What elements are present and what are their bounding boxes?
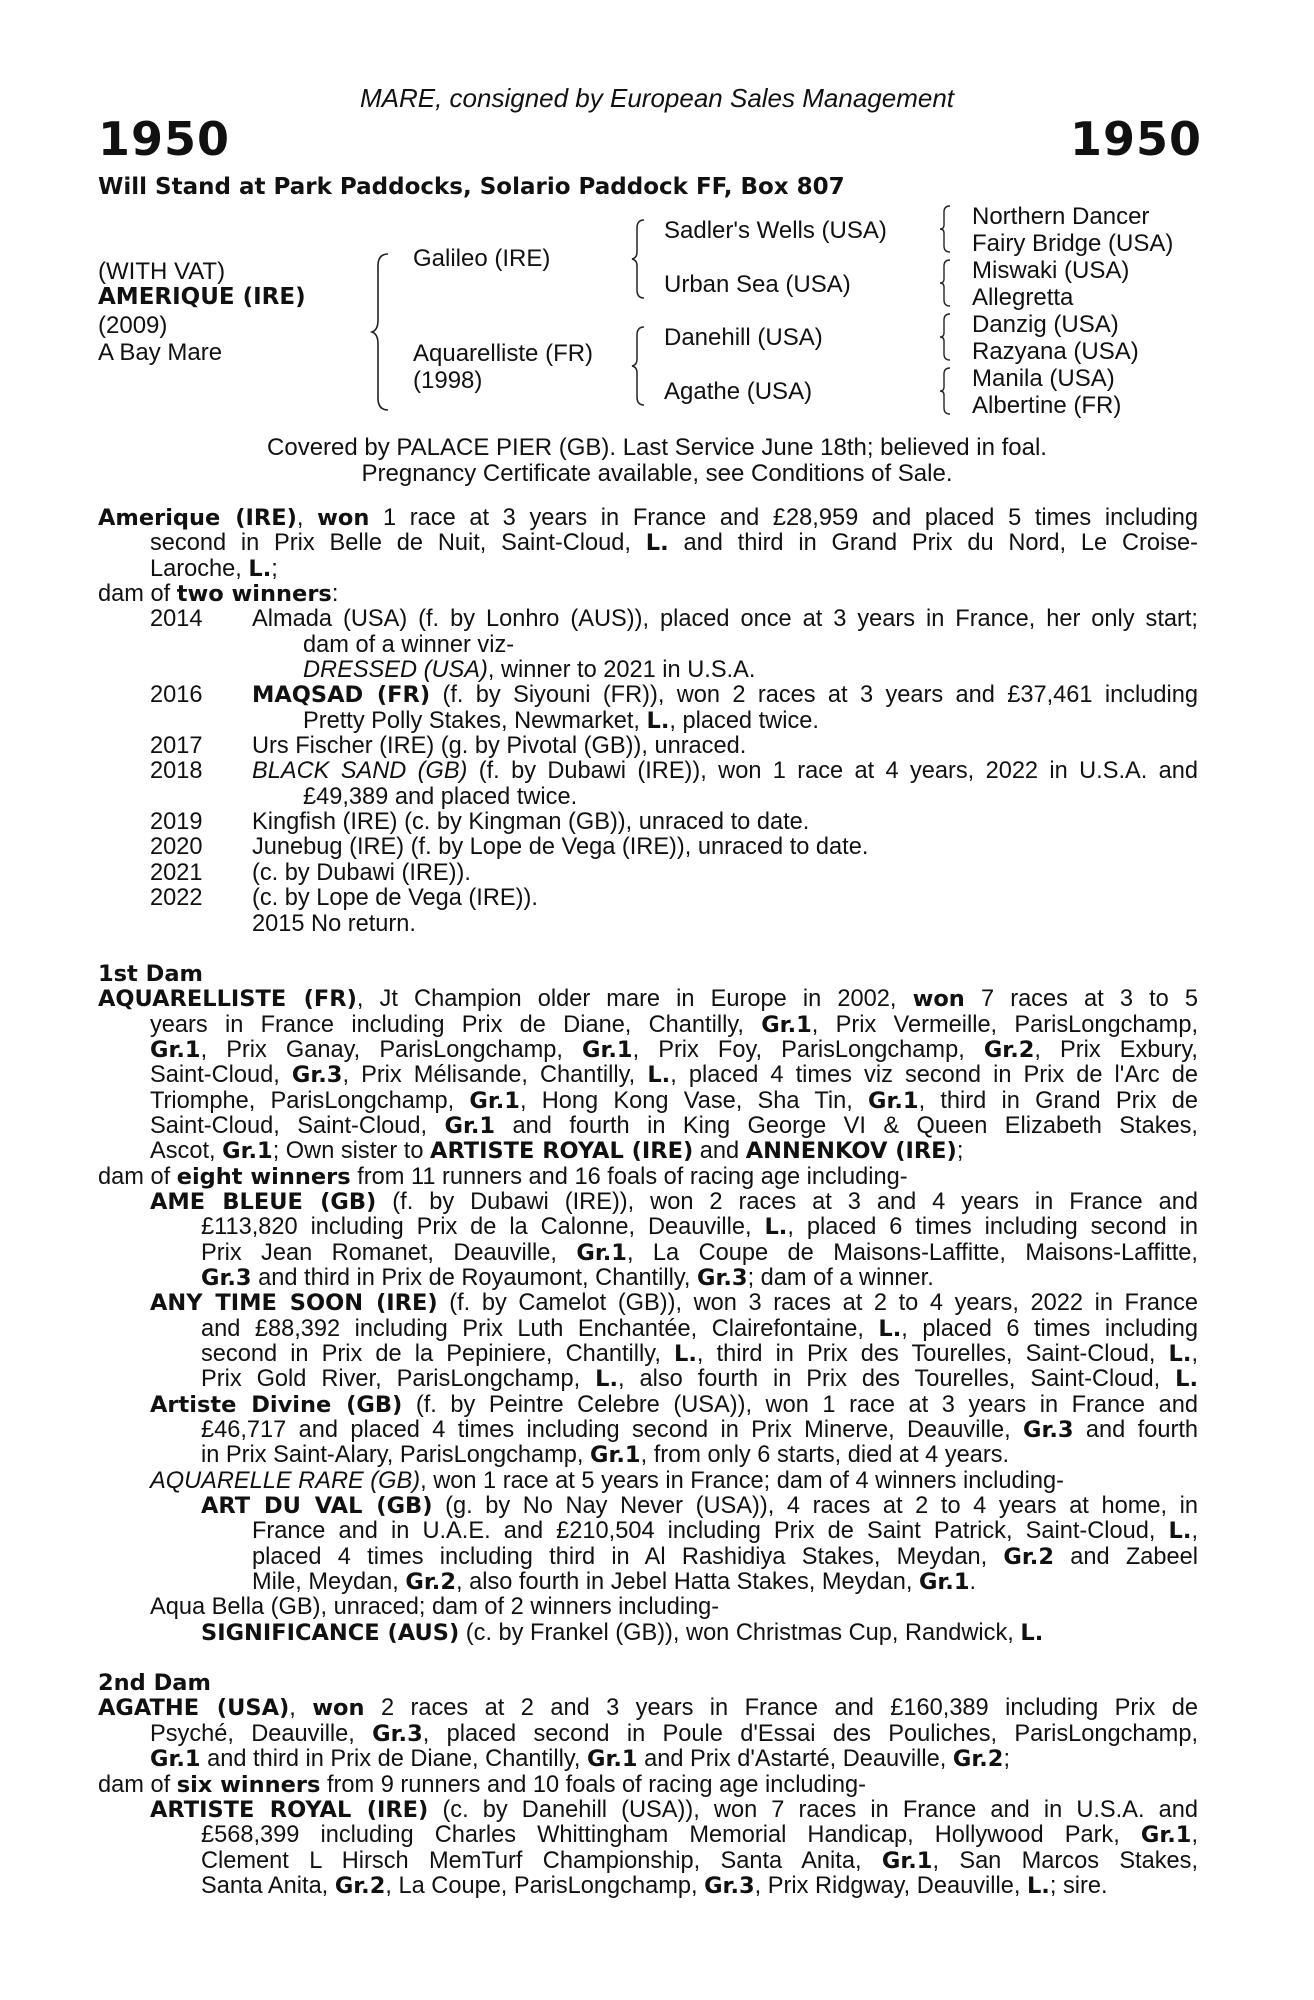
text-line: ANY TIME SOON (IRE) (f. by Camelot (GB)), won 3 races at 2 to 4 years, 2022 in France [150,1290,1198,1317]
produce-2019: 2019 Kingfish (IRE) (c. by Kingman (GB)), unraced to date. [150,809,810,836]
text-line: £568,399 including Charles Whittingham Memorial Handicap, Hollywood Park, Gr.1, [201,1822,1198,1849]
text-line: Artiste Divine (GB) (f. by Peintre Celebre (USA)), won 1 race at 3 years in France and [150,1391,1198,1418]
text-line: 2015 No return. [252,910,416,937]
text-line: dam of two winners: [98,581,339,608]
text-line: Gr.1, Prix Ganay, ParisLongchamp, Gr.1, Prix Foy, ParisLongchamp, Gr.2, Prix Exbury, [150,1036,1198,1063]
brace-g3 [938,312,954,362]
section-heading-1st-dam: 1st Dam [98,960,203,987]
pregnancy-note: Pregnancy Certificate available, see Conditions of Sale. [361,460,953,487]
stand-location: Will Stand at Park Paddocks, Solario Paddock FF, Box 807 [98,174,845,200]
text-line: Amerique (IRE), won 1 race at 3 years in France and £28,959 and placed 5 times including [98,505,1198,531]
text-line: Mile, Meydan, Gr.2, also fourth in Jebel Hatta Stakes, Meydan, Gr.1. [252,1569,977,1596]
text-line: £113,820 including Prix de la Calonne, Deauville, L., placed 6 times including second in [201,1214,1198,1241]
text-line: Ascot, Gr.1; Own sister to ARTISTE ROYAL (IRE) and ANNENKOV (IRE); [150,1138,964,1165]
gg-2: Fairy Bridge (USA) [972,230,1174,257]
text-line: Aqua Bella (GB), unraced; dam of 2 winners including- [150,1594,720,1621]
gg-3: Miswaki (USA) [972,257,1130,284]
text-line: in Prix Saint-Alary, ParisLongchamp, Gr.1, from only 6 starts, died at 4 years. [201,1442,1010,1469]
produce-2021: 2021 (c. by Dubawi (IRE)). [150,859,471,886]
text-line: Prix Jean Romanet, Deauville, Gr.1, La Coupe de Maisons-Laffitte, Maisons-Laffitte, [201,1239,1198,1266]
text-line: SIGNIFICANCE (AUS) (c. by Frankel (GB)), won Christmas Cup, Randwick, L. [201,1619,1044,1646]
produce-2022: 2022 (c. by Lope de Vega (IRE)). [150,885,538,912]
pedigree-brace [370,252,392,412]
sire-dam: Urban Sea (USA) [664,271,851,298]
horse-year: (2009) [98,312,168,339]
text-line: Pretty Polly Stakes, Newmarket, L., placed twice. [303,707,819,734]
gg-4: Allegretta [972,284,1074,311]
dam-brace [630,325,648,407]
text-line: DRESSED (USA), winner to 2021 in U.S.A. [303,657,756,684]
dam-dam: Agathe (USA) [664,378,813,405]
text-line: second in Prix de la Pepiniere, Chantilly, L., third in Prix des Tourelles, Saint-Cloud, L., [201,1341,1198,1367]
text-line: £46,717 and placed 4 times including second in Prix Minerve, Deauville, Gr.3 and fourth [201,1417,1198,1444]
produce-2018: 2018 BLACK SAND (GB) (f. by Dubawi (IRE)), won 1 race at 4 years, 2022 in U.S.A. and [150,758,1198,785]
dam-sire: Danehill (USA) [664,324,823,351]
text-line: Gr.1 and third in Prix de Diane, Chantilly, Gr.1 and Prix d'Astarté, Deauville, Gr.2; [150,1746,1010,1773]
text-line: and £88,392 including Prix Luth Enchantée, Clairefontaine, L., placed 6 times including [201,1315,1198,1342]
text-line: AME BLEUE (GB) (f. by Dubawi (IRE)), won 2 races at 3 and 4 years in France and [150,1188,1198,1215]
text-line: placed 4 times including third in Al Rashidiya Stakes, Meydan, Gr.2 and Zabeel [252,1543,1198,1570]
text-line: ART DU VAL (GB) (g. by No Nay Never (USA)), 4 races at 2 to 4 years at home, in [201,1493,1199,1520]
text-line: France and in U.A.E. and £210,504 including Prix de Saint Patrick, Saint-Cloud, L., [252,1518,1198,1545]
sire: Galileo (IRE) [413,245,551,272]
text-line: dam of a winner viz- [303,631,515,658]
lot-number-left: 1950 [98,112,231,166]
brace-g1 [938,204,954,254]
produce-2014: 2014 Almada (USA) (f. by Lonhro (AUS)), placed once at 3 years in France, her only start; [150,606,1198,633]
gg-7: Manila (USA) [972,365,1115,392]
text-line: Saint-Cloud, Saint-Cloud, Gr.1 and fourth in King George VI & Queen Elizabeth Stakes, [150,1112,1198,1139]
text-line: Saint-Cloud, Gr.3, Prix Mélisande, Chantilly, L., placed 4 times viz second in Prix de l'Arc de [150,1062,1198,1089]
horse-description: A Bay Mare [98,339,223,366]
gg-8: Albertine (FR) [972,392,1122,419]
text-line: Psyché, Deauville, Gr.3, placed second in Poule d'Essai des Pouliches, ParisLongchamp, [150,1720,1198,1747]
vat-note: (WITH VAT) [98,258,226,285]
gg-6: Razyana (USA) [972,338,1139,365]
text-line: Gr.3 and third in Prix de Royaumont, Chantilly, Gr.3; dam of a winner. [201,1264,934,1291]
gg-5: Danzig (USA) [972,311,1119,338]
text-line: years in France including Prix de Diane, Chantilly, Gr.1, Prix Vermeille, ParisLongchamp, [150,1011,1199,1038]
text-line: Santa Anita, Gr.2, La Coupe, ParisLongchamp, Gr.3, Prix Ridgway, Deauville, L.; sire. [201,1872,1108,1899]
sire-sire: Sadler's Wells (USA) [664,217,887,244]
dam-year: (1998) [413,367,483,394]
produce-2016: 2016 MAQSAD (FR) (f. by Siyouni (FR)), won 2 races at 3 years and £37,461 including [150,682,1198,709]
dam: Aquarelliste (FR) [413,340,594,367]
text-line: AGATHE (USA), won 2 races at 2 and 3 years in France and £160,389 including Prix de [98,1695,1198,1722]
gg-1: Northern Dancer [972,203,1150,230]
text-line: Clement L Hirsch MemTurf Championship, Santa Anita, Gr.1, San Marcos Stakes, [201,1847,1199,1874]
sire-brace [630,218,648,300]
text-line: ARTISTE ROYAL (IRE) (c. by Danehill (USA)), won 7 races in France and in U.S.A. and [150,1796,1198,1823]
text-line: Laroche, L.; [150,555,278,582]
brace-g4 [938,366,954,416]
text-line: AQUARELLE RARE (GB), won 1 race at 5 years in France; dam of 4 winners including- [150,1467,1064,1494]
covered-note: Covered by PALACE PIER (GB). Last Service June 18th; believed in foal. [267,434,1047,461]
text-line: second in Prix Belle de Nuit, Saint-Cloud, L. and third in Grand Prix du Nord, Le Croise- [150,530,1198,557]
produce-2017: 2017 Urs Fischer (IRE) (g. by Pivotal (GB)), unraced. [150,733,747,760]
text-line: AQUARELLISTE (FR), Jt Champion older mare in Europe in 2002, won 7 races at 3 to 5 [98,986,1199,1013]
catalogue-body [98,506,1198,1899]
text-line: dam of six winners from 9 runners and 10 foals of racing age including- [98,1771,867,1798]
section-heading-2nd-dam: 2nd Dam [98,1670,211,1697]
text-line: dam of eight winners from 11 runners and 16 foals of racing age including- [98,1163,908,1190]
brace-g2 [938,258,954,308]
horse-name: AMERIQUE (IRE) [98,284,306,310]
text-line: Prix Gold River, ParisLongchamp, L., also fourth in Prix des Tourelles, Saint-Cloud, L. [201,1366,1198,1393]
consignor-heading: MARE, consigned by European Sales Management [359,83,954,113]
text-line: £49,389 and placed twice. [303,783,578,810]
text-line: Triomphe, ParisLongchamp, Gr.1, Hong Kong Vase, Sha Tin, Gr.1, third in Grand Prix de [150,1087,1198,1114]
produce-2020: 2020 Junebug (IRE) (f. by Lope de Vega (IRE)), unraced to date. [150,834,869,861]
lot-number-right: 1950 [1069,112,1202,166]
